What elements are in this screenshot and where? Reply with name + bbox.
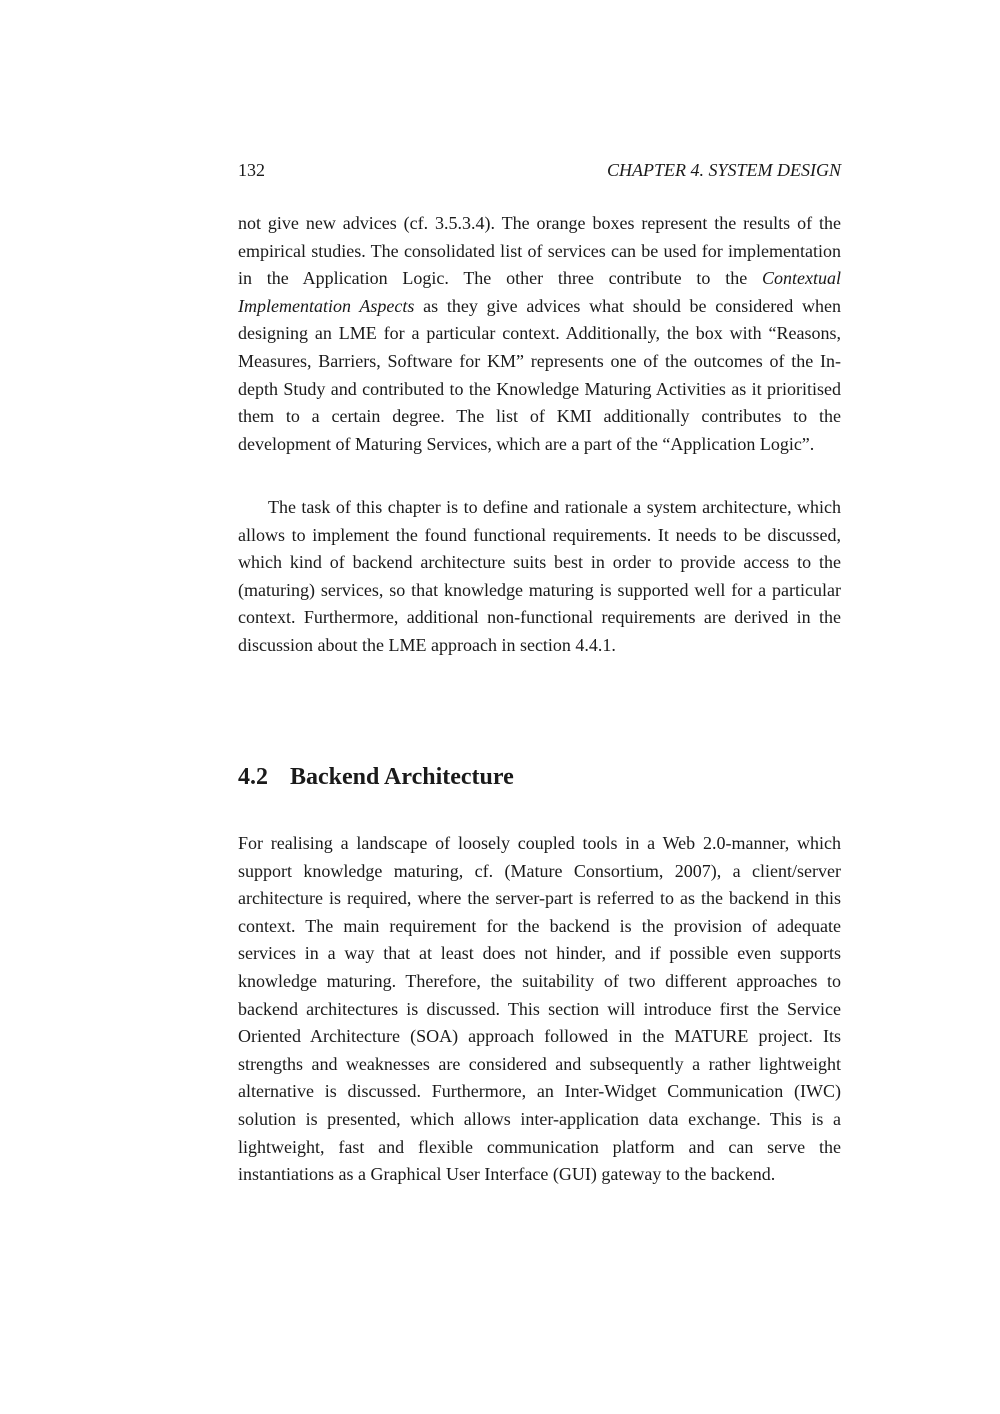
paragraph-1-italic: Contextual Implementation Aspects [238,268,841,316]
section-number: 4.2 [238,764,268,790]
paragraph-3-text: For realising a landscape of loosely coupled tools in a Web 2.0-manner, which support knowledge maturing, cf. (Mature Consortium, 2007), a client/server architecture is required, where the server-part is referred to as the backend in this context. The main requirement for the backend is the provision of adequate services in a way that at least does not hinder, and if possible even supports knowledge maturing. Therefore, the suitability of two different approaches to backend architectures is discussed. This section will introduce first the Service Oriented Architecture (SOA) approach followed in the MATURE project. Its strengths and weaknesses are considered and subsequently a rather lightweight alternative is discussed. Furthermore, an Inter-Widget Communication (IWC) solution is presented, which allows inter-application data exchange. This is a lightweight, fast and flexible communication platform and can serve the instantiations as a Graphical User Interface (GUI) gateway to the backend. [238,833,841,1185]
paragraph-2 [238,494,841,660]
paragraph-1-start: not give new advices (cf. 3.5.3.4). The orange boxes represent the results of the empirical studies. The consolidated list of services can be used for implementation in the Application Logic. The other three contribute to the [238,213,841,289]
page-number: 132 [238,160,265,180]
section-heading [238,764,841,791]
paragraph-3 [238,830,841,1189]
running-head: CHAPTER 4. SYSTEM DESIGN [607,160,841,180]
page-header [238,160,841,184]
paragraph-1 [238,210,841,458]
paragraph-1-end: as they give advices what should be considered when designing an LME for a particular context. Additionally, the box with “Reasons, Measures, Barriers, Software for KM” represents one of the outcomes of the In-depth Study and contributed to the Knowledge Maturing Activities as it prioritised them to a certain degree. The list of KMI additionally contributes to the development of Maturing Services, which are a part of the “Application Logic”. [238,295,842,454]
section-title: Backend Architecture [290,764,514,790]
paragraph-2-text: The task of this chapter is to define and rationale a system architecture, which allows to implement the found functional requirements. It needs to be discussed, which kind of backend architecture suits best in order to provide access to the (maturing) services, so that knowledge maturing is supported well for a particular context. Furthermore, additional non-functional requirements are derived in the discussion about the LME approach in section 4.4.1. [238,497,841,655]
